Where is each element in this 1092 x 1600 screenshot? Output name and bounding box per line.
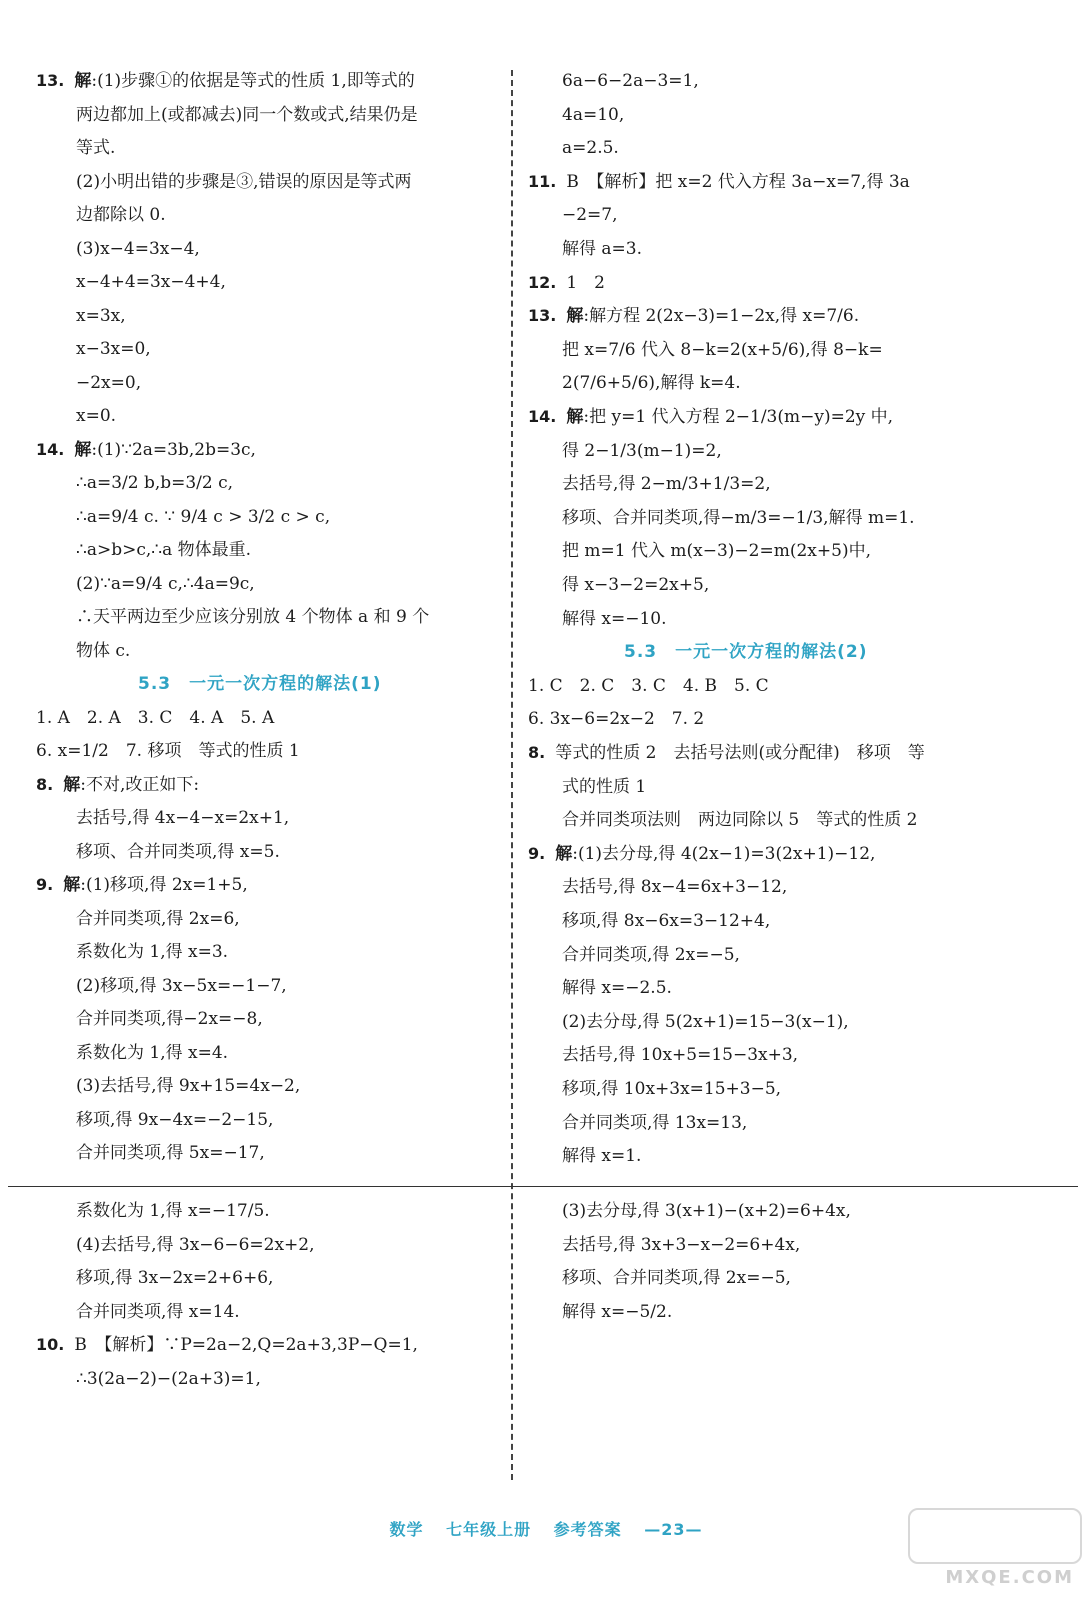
line-text: ∴a=9/4 c. ∵ 9/4 c > 3/2 c > c, [76, 506, 331, 527]
answer-line [76, 1138, 265, 1168]
line-text: 解得 x=−5/2. [562, 1301, 673, 1322]
line-text: :(1)移项,得 2x=1+5, [80, 875, 248, 895]
line-text: 解得 x=1. [562, 1146, 642, 1167]
footer-section: 参考答案 [553, 1520, 622, 1539]
item-number: 13. [36, 71, 65, 90]
answer-item [528, 738, 925, 768]
line-text: ∴天平两边至少应该分别放 4 个物体 a 和 9 个 [76, 607, 430, 627]
answer-item [36, 435, 256, 465]
line-text: (3)x−4=3x−4, [76, 238, 200, 259]
line-text: 6. x=1/2 7. 移项 等式的性质 1 [36, 741, 300, 761]
line-text: (2)∵a=9/4 c,∴4a=9c, [76, 573, 255, 594]
line-text: :解方程 2(2x−3)=1−2x,得 x=7/6. [583, 306, 860, 327]
solution-keyword: 解 [63, 774, 81, 795]
answer-line [562, 536, 871, 566]
answer-line [36, 736, 300, 766]
answer-line [76, 1263, 273, 1293]
line-text: 去括号,得 3x+3−x−2=6+4x, [562, 1234, 801, 1255]
line-text: :(1)∵2a=3b,2b=3c, [91, 439, 256, 460]
answer-item [528, 301, 859, 331]
line-text: ∴a>b>c,∴a 物体最重. [76, 540, 252, 560]
answer-line [562, 1196, 851, 1226]
answer-line [562, 604, 667, 634]
page-break-line [8, 1186, 1078, 1187]
answer-line [36, 703, 274, 733]
line-text: x−3x=0, [76, 339, 151, 359]
footer-grade: 七年级上册 [446, 1520, 532, 1539]
line-text: 去括号,得 8x−4=6x+3−12, [562, 877, 788, 898]
answer-line [562, 805, 917, 835]
answer-line [562, 1007, 849, 1037]
line-text: 移项,得 10x+3x=15+3−5, [562, 1079, 782, 1099]
line-text: x−4+4=3x−4+4, [76, 272, 226, 292]
answer-item [528, 167, 910, 197]
item-number: 11. [528, 171, 557, 191]
line-text: :把 y=1 代入方程 2−1/3(m−y)=2y 中, [583, 407, 894, 427]
solution-keyword: 解 [74, 439, 92, 460]
answer-line [76, 1038, 228, 1068]
line-text: 去括号,得 4x−4−x=2x+1, [76, 808, 290, 828]
line-text: 把 x=7/6 代入 8−k=2(x+5/6),得 8−k= [562, 339, 883, 360]
line-text: 两边都加上(或都减去)同一个数或式,结果仍是 [76, 104, 418, 125]
line-text: 移项、合并同类项,得−m/3=−1/3,解得 m=1. [562, 507, 915, 528]
answer-item [36, 66, 415, 96]
answer-line [76, 904, 240, 934]
answer-line [562, 940, 740, 970]
answer-line [562, 469, 771, 499]
item-number: 14. [36, 439, 65, 459]
answer-line [76, 234, 200, 264]
answer-line [76, 1196, 270, 1226]
watermark-logo [907, 1508, 1082, 1588]
answer-line [562, 436, 722, 466]
line-text: :(1)步骤①的依据是等式的性质 1,即等式的 [91, 71, 415, 91]
line-text: B 【解析】把 x=2 代入方程 3a−x=7,得 3a [566, 171, 910, 192]
answer-item [36, 870, 248, 900]
item-number: 9. [528, 843, 546, 863]
answer-line [562, 1108, 747, 1138]
line-text: 把 m=1 代入 m(x−3)−2=m(2x+5)中, [562, 541, 871, 562]
line-text: 6. 3x−6=2x−2 7. 2 [528, 709, 705, 730]
answer-line [562, 368, 741, 398]
page-number: —23— [644, 1520, 703, 1539]
answer-line [76, 100, 418, 130]
line-text: a=2.5. [562, 138, 619, 159]
answer-line [76, 167, 411, 197]
answer-item [36, 1330, 418, 1360]
line-text: 得 x−3−2=2x+5, [562, 575, 710, 595]
answer-line [76, 301, 126, 331]
answer-line [562, 772, 646, 802]
line-text: 等式. [76, 138, 116, 158]
answer-line [76, 1004, 263, 1034]
answer-line [76, 502, 330, 532]
line-text: 合并同类项,得−2x=−8, [76, 1009, 263, 1029]
answer-line [76, 602, 429, 632]
answer-line [562, 1141, 641, 1171]
answer-line [76, 368, 141, 398]
line-text: 系数化为 1,得 x=4. [76, 1042, 229, 1063]
line-text: 去括号,得 2−m/3+1/3=2, [562, 474, 771, 495]
solution-keyword: 解 [74, 71, 92, 91]
answer-line [76, 1230, 315, 1260]
line-text: (2)去分母,得 5(2x+1)=15−3(x−1), [562, 1011, 849, 1032]
footer-subject: 数学 [389, 1520, 424, 1539]
answer-line [562, 100, 624, 130]
line-text: 移项,得 9x−4x=−2−15, [76, 1109, 274, 1130]
watermark-frame [908, 1508, 1082, 1564]
line-text: −2=7, [562, 205, 618, 226]
answer-line [76, 1364, 261, 1394]
column-divider [511, 70, 513, 1480]
line-text: 1. C 2. C 3. C 4. B 5. C [528, 675, 769, 696]
answer-line [562, 335, 883, 365]
section-heading: 5.3 一元一次方程的解法(2) [624, 642, 868, 663]
solution-keyword: 解 [555, 843, 573, 864]
line-text: 去括号,得 10x+5=15−3x+3, [562, 1045, 799, 1066]
line-text: 得 2−1/3(m−1)=2, [562, 440, 722, 461]
line-text: x=0. [76, 406, 117, 426]
answer-line [562, 133, 619, 163]
answer-line [76, 636, 130, 666]
answer-item [36, 770, 199, 800]
solution-keyword: 解 [63, 875, 81, 895]
answer-line [76, 937, 228, 967]
line-text: 1 2 [566, 272, 605, 293]
line-text: 合并同类项,得 13x=13, [562, 1112, 748, 1133]
answer-line [562, 1040, 798, 1070]
line-text: (4)去括号,得 3x−6−6=2x+2, [76, 1234, 315, 1255]
section-heading: 5.3 一元一次方程的解法(1) [138, 674, 382, 694]
answer-line [562, 872, 787, 902]
answer-line [562, 570, 709, 600]
answer-line [76, 133, 115, 163]
answer-line [528, 671, 769, 701]
answer-line [562, 200, 618, 230]
line-text: 2(7/6+5/6),解得 k=4. [562, 373, 741, 394]
answer-line [76, 334, 151, 364]
line-text: 6a−6−2a−3=1, [562, 71, 699, 91]
answer-line [76, 267, 226, 297]
solution-keyword: 解 [566, 407, 584, 427]
line-text: 式的性质 1 [562, 776, 647, 797]
line-text: B 【解析】∵P=2a−2,Q=2a+3,3P−Q=1, [74, 1335, 418, 1355]
line-text: 合并同类项,得 2x=6, [76, 908, 240, 929]
line-text: 4a=10, [562, 104, 625, 125]
answer-item [528, 268, 605, 298]
answer-line [562, 503, 915, 533]
line-text: (2)移项,得 3x−5x=−1−7, [76, 975, 287, 996]
answer-line [562, 1074, 781, 1104]
line-text: 1. A 2. A 3. C 4. A 5. A [36, 707, 275, 728]
line-text: (3)去分母,得 3(x+1)−(x+2)=6+4x, [562, 1201, 851, 1221]
line-text: 移项、合并同类项,得 2x=−5, [562, 1268, 791, 1289]
answer-line [562, 1263, 791, 1293]
answer-line [76, 535, 251, 565]
item-number: 12. [528, 272, 557, 292]
answer-line [76, 1297, 240, 1327]
line-text: 合并同类项,得 5x=−17, [76, 1143, 265, 1163]
item-number: 9. [36, 875, 54, 894]
item-number: 8. [36, 774, 54, 794]
line-text: 等式的性质 2 去括号法则(或分配律) 移项 等 [555, 743, 925, 763]
line-text: 解得 x=−10. [562, 608, 667, 629]
line-text: :(1)去分母,得 4(2x−1)=3(2x+1)−12, [572, 843, 876, 864]
answer-line [528, 704, 704, 734]
answer-line [562, 973, 672, 1003]
line-text: 边都除以 0. [76, 205, 166, 225]
answer-line [76, 1071, 300, 1101]
item-number: 10. [36, 1335, 65, 1354]
answer-line [76, 1105, 273, 1135]
line-text: ∴a=3/2 b,b=3/2 c, [76, 473, 234, 493]
line-text: :不对,改正如下: [80, 774, 200, 795]
line-text: 移项,得 8x−6x=3−12+4, [562, 911, 771, 931]
answer-item [528, 402, 893, 432]
watermark-text: MXQE.COM [945, 1567, 1074, 1588]
line-text: 合并同类项法则 两边同除以 5 等式的性质 2 [562, 810, 918, 831]
answer-line [562, 906, 770, 936]
line-text: 系数化为 1,得 x=3. [76, 942, 229, 962]
answer-line [562, 1230, 800, 1260]
answer-line [562, 1297, 672, 1327]
answer-line [562, 66, 699, 96]
line-text: 系数化为 1,得 x=−17/5. [76, 1201, 270, 1221]
answer-line [76, 971, 287, 1001]
line-text: (2)小明出错的步骤是③,错误的原因是等式两 [76, 171, 412, 192]
answer-line [76, 200, 166, 230]
answer-line [76, 837, 280, 867]
line-text: 移项,得 3x−2x=2+6+6, [76, 1268, 274, 1288]
answer-item [528, 839, 875, 869]
answer-line [76, 803, 289, 833]
line-text: 合并同类项,得 2x=−5, [562, 944, 740, 965]
item-number: 14. [528, 407, 557, 426]
answer-line [76, 468, 233, 498]
line-text: 合并同类项,得 x=14. [76, 1301, 240, 1322]
line-text: x=3x, [76, 305, 126, 326]
line-text: 解得 a=3. [562, 239, 643, 259]
answer-line [562, 234, 642, 264]
line-text: (3)去括号,得 9x+15=4x−2, [76, 1076, 301, 1096]
item-number: 8. [528, 743, 546, 762]
line-text: 物体 c. [76, 640, 131, 661]
line-text: 移项、合并同类项,得 x=5. [76, 841, 280, 862]
answer-line [76, 401, 116, 431]
line-text: −2x=0, [76, 372, 142, 393]
line-text: 解得 x=−2.5. [562, 978, 672, 999]
item-number: 13. [528, 306, 557, 326]
line-text: ∴3(2a−2)−(2a+3)=1, [76, 1368, 261, 1389]
answer-line [76, 569, 255, 599]
solution-keyword: 解 [566, 306, 584, 327]
